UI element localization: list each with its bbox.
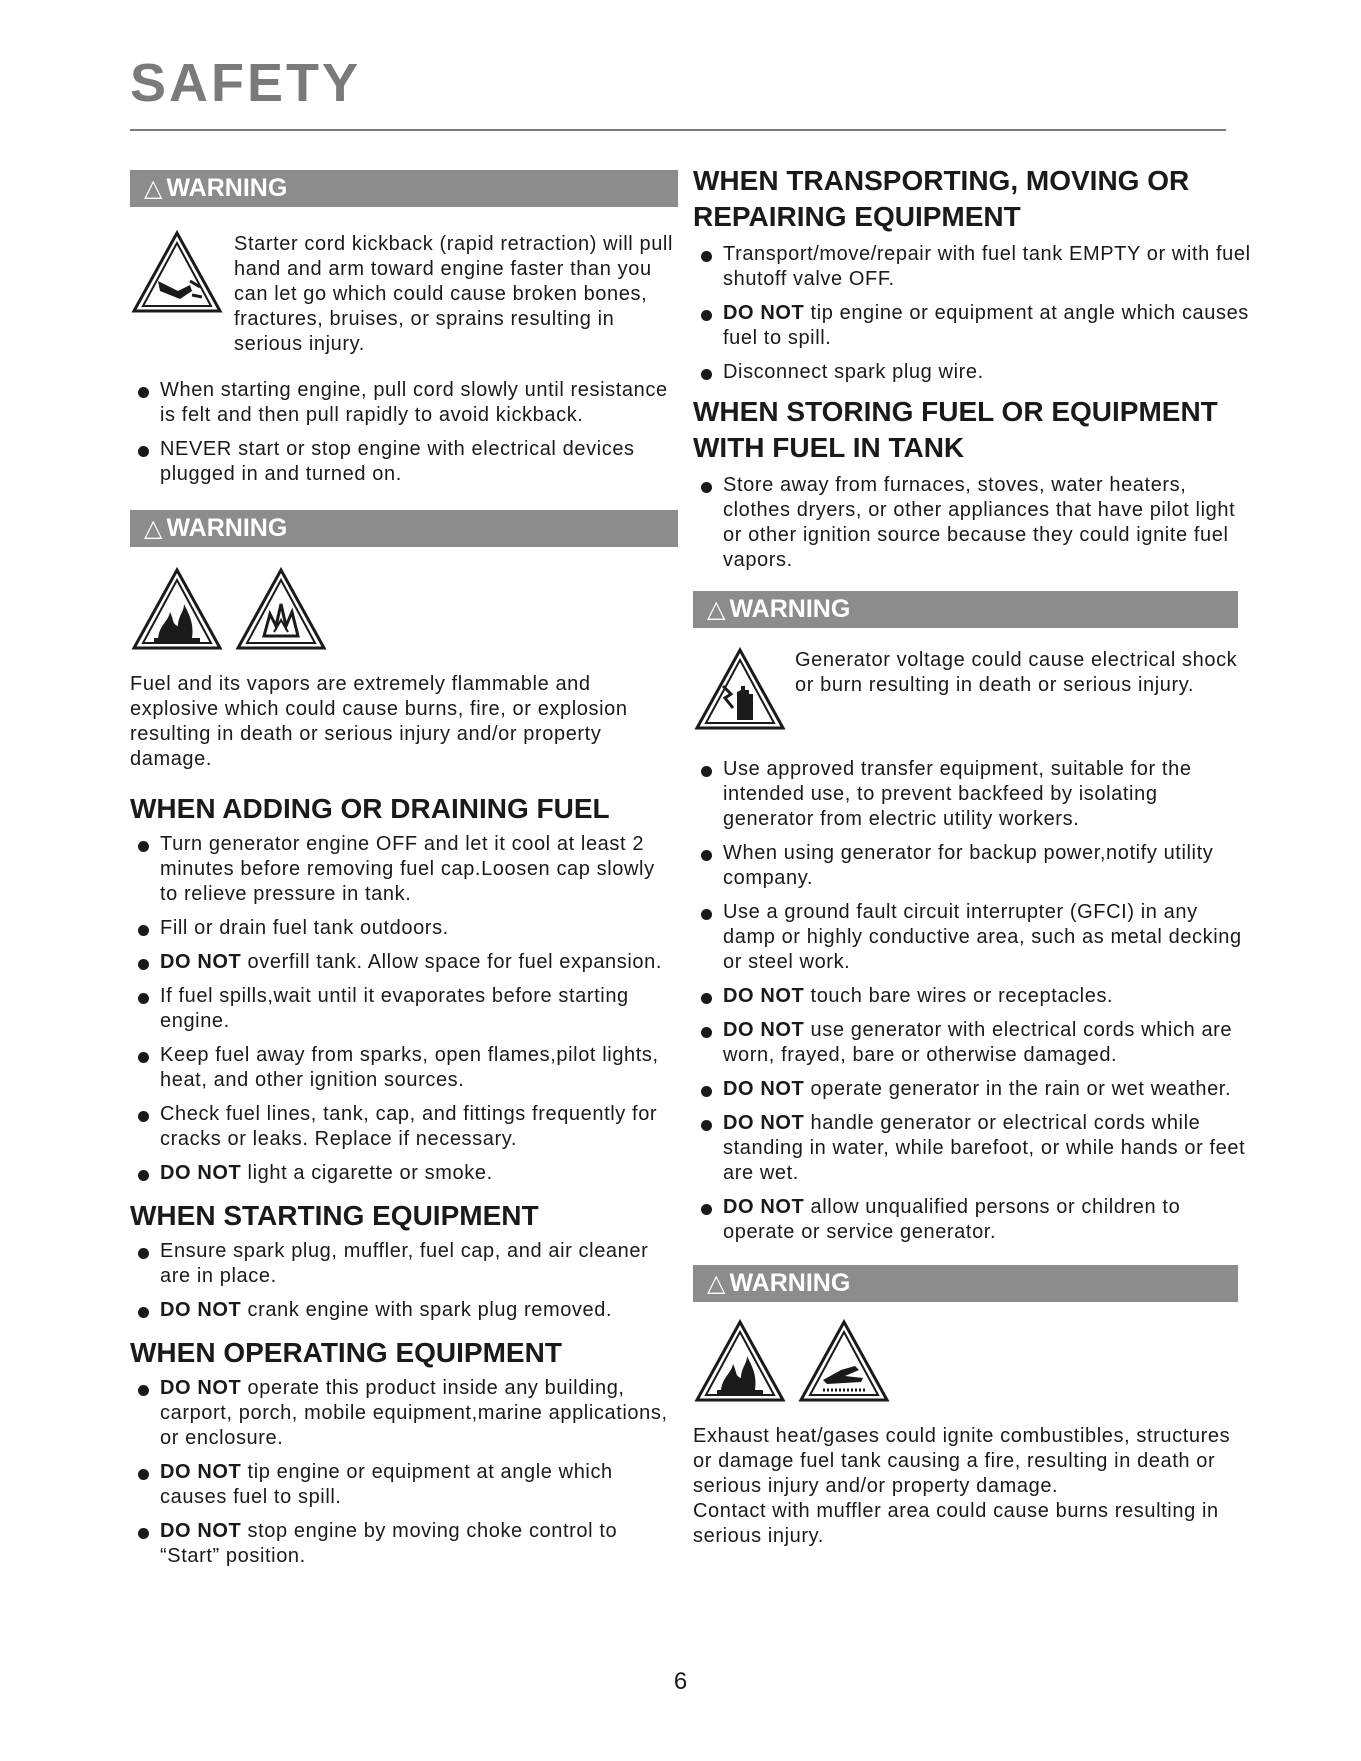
electrical-warning-block: [693, 646, 1253, 732]
electrical-list: [693, 757, 1253, 1245]
list-item: Turn generator engine OFF and let it cool at least 2 minutes before removing fuel cap.Loosen cap slowly to relieve pressure in tank.: [130, 832, 678, 907]
fire-hazard-icon: [693, 1318, 787, 1404]
list-item: NEVER start or stop engine with electrical devices plugged in and turned on.: [130, 437, 678, 487]
list-item: Store away from furnaces, stoves, water heaters, clothes dryers, or other appliances that have pilot light or other ignition source because they could ignite fuel vapors.: [693, 473, 1253, 573]
explosion-hazard-icon: [234, 566, 328, 652]
list-item: DO NOT tip engine or equipment at angle which causes fuel to spill.: [130, 1460, 678, 1510]
warning-triangle-icon: △: [707, 1270, 726, 1297]
electric-shock-hazard-icon: [693, 646, 787, 732]
operating-heading: WHEN OPERATING EQUIPMENT: [130, 1337, 562, 1368]
list-item: Use a ground fault circuit interrupter (GFCI) in any damp or highly conductive area, such as metal decking or steel work.: [693, 900, 1253, 975]
warning-label: WARNING: [729, 595, 851, 623]
fire-hazard-icon: [130, 566, 224, 652]
list-item: DO NOT tip engine or equipment at angle which causes fuel to spill.: [693, 301, 1253, 351]
warning-bar-exhaust: [693, 1265, 1238, 1302]
transporting-list: [693, 242, 1253, 385]
warning-label: WARNING: [166, 514, 288, 542]
fuel-warning-text: Fuel and its vapors are extremely flammable and explosive which could cause burns, fire, or explosion resulting in death or serious injury and/or property damage.: [130, 673, 628, 770]
electrical-warning-text: Generator voltage could cause electrical shock or burn resulting in death or serious injury.: [795, 649, 1238, 696]
warning-triangle-icon: △: [144, 515, 163, 542]
exhaust-hazard-icons: [693, 1318, 1253, 1404]
fuel-hazard-icons: [130, 566, 678, 652]
warning-label: WARNING: [729, 1269, 851, 1297]
kickback-hazard-icon: [130, 229, 224, 315]
list-item: When starting engine, pull cord slowly until resistance is felt and then pull rapidly to avoid kickback.: [130, 378, 678, 428]
warning-triangle-icon: △: [707, 596, 726, 623]
list-item: DO NOT crank engine with spark plug removed.: [130, 1298, 678, 1323]
list-item: If fuel spills,wait until it evaporates before starting engine.: [130, 984, 678, 1034]
hot-surface-hazard-icon: [797, 1318, 891, 1404]
kickback-warning-text: Starter cord kickback (rapid retraction) will pull hand and arm toward engine faster than you can let go which could cause broken bones, fractures, bruises, or sprains resulting in serious injury.: [234, 233, 674, 355]
muffler-warning-text: Contact with muffler area could cause burns resulting in serious injury.: [693, 1500, 1219, 1547]
warning-triangle-icon: △: [144, 175, 163, 202]
warning-bar-electrical: [693, 591, 1238, 628]
transporting-heading: WHEN TRANSPORTING, MOVING OR REPAIRING EQUIPMENT: [693, 165, 1190, 232]
list-item: Use approved transfer equipment, suitable for the intended use, to prevent backfeed by isolating generator from electric utility workers.: [693, 757, 1253, 832]
warning-bar-fuel: [130, 510, 678, 547]
list-item: Transport/move/repair with fuel tank EMPTY or with fuel shutoff valve OFF.: [693, 242, 1253, 292]
exhaust-warning-text: Exhaust heat/gases could ignite combustibles, structures or damage fuel tank causing a fire, resulting in death or serious injury and/or property damage.: [693, 1425, 1231, 1497]
kickback-warning-block: [130, 229, 678, 357]
warning-label: WARNING: [166, 174, 288, 202]
warning-bar-kickback: [130, 170, 678, 207]
list-item: Fill or drain fuel tank outdoors.: [130, 916, 678, 941]
list-item: DO NOT stop engine by moving choke control to “Start” position.: [130, 1519, 678, 1569]
kickback-bullets: [130, 378, 678, 487]
list-item: DO NOT handle generator or electrical cords while standing in water, while barefoot, or while hands or feet are wet.: [693, 1111, 1253, 1186]
page-title: SAFETY: [130, 53, 362, 113]
storing-heading: WHEN STORING FUEL OR EQUIPMENT WITH FUEL IN TANK: [693, 396, 1218, 463]
adding-fuel-list: [130, 832, 678, 1186]
list-item: DO NOT operate generator in the rain or wet weather.: [693, 1077, 1253, 1102]
starting-heading: WHEN STARTING EQUIPMENT: [130, 1200, 539, 1231]
list-item: DO NOT light a cigarette or smoke.: [130, 1161, 678, 1186]
list-item: DO NOT touch bare wires or receptacles.: [693, 984, 1253, 1009]
list-item: Check fuel lines, tank, cap, and fittings frequently for cracks or leaks. Replace if necessary.: [130, 1102, 678, 1152]
page-number: 6: [673, 1668, 688, 1695]
list-item: DO NOT overfill tank. Allow space for fuel expansion.: [130, 950, 678, 975]
title-divider: [130, 129, 1226, 131]
operating-list: [130, 1376, 678, 1569]
adding-fuel-heading: WHEN ADDING OR DRAINING FUEL: [130, 793, 610, 824]
list-item: Ensure spark plug, muffler, fuel cap, and air cleaner are in place.: [130, 1239, 678, 1289]
starting-list: [130, 1239, 678, 1323]
storing-list: [693, 473, 1253, 573]
list-item: Keep fuel away from sparks, open flames,pilot lights, heat, and other ignition sources.: [130, 1043, 678, 1093]
list-item: When using generator for backup power,notify utility company.: [693, 841, 1253, 891]
list-item: Disconnect spark plug wire.: [693, 360, 1253, 385]
left-column: [130, 170, 678, 1578]
list-item: DO NOT operate this product inside any building, carport, porch, mobile equipment,marine applications, or enclosure.: [130, 1376, 678, 1451]
list-item: DO NOT use generator with electrical cords which are worn, frayed, bare or otherwise damaged.: [693, 1018, 1253, 1068]
list-item: DO NOT allow unqualified persons or children to operate or service generator.: [693, 1195, 1253, 1245]
right-column: [693, 163, 1253, 1549]
